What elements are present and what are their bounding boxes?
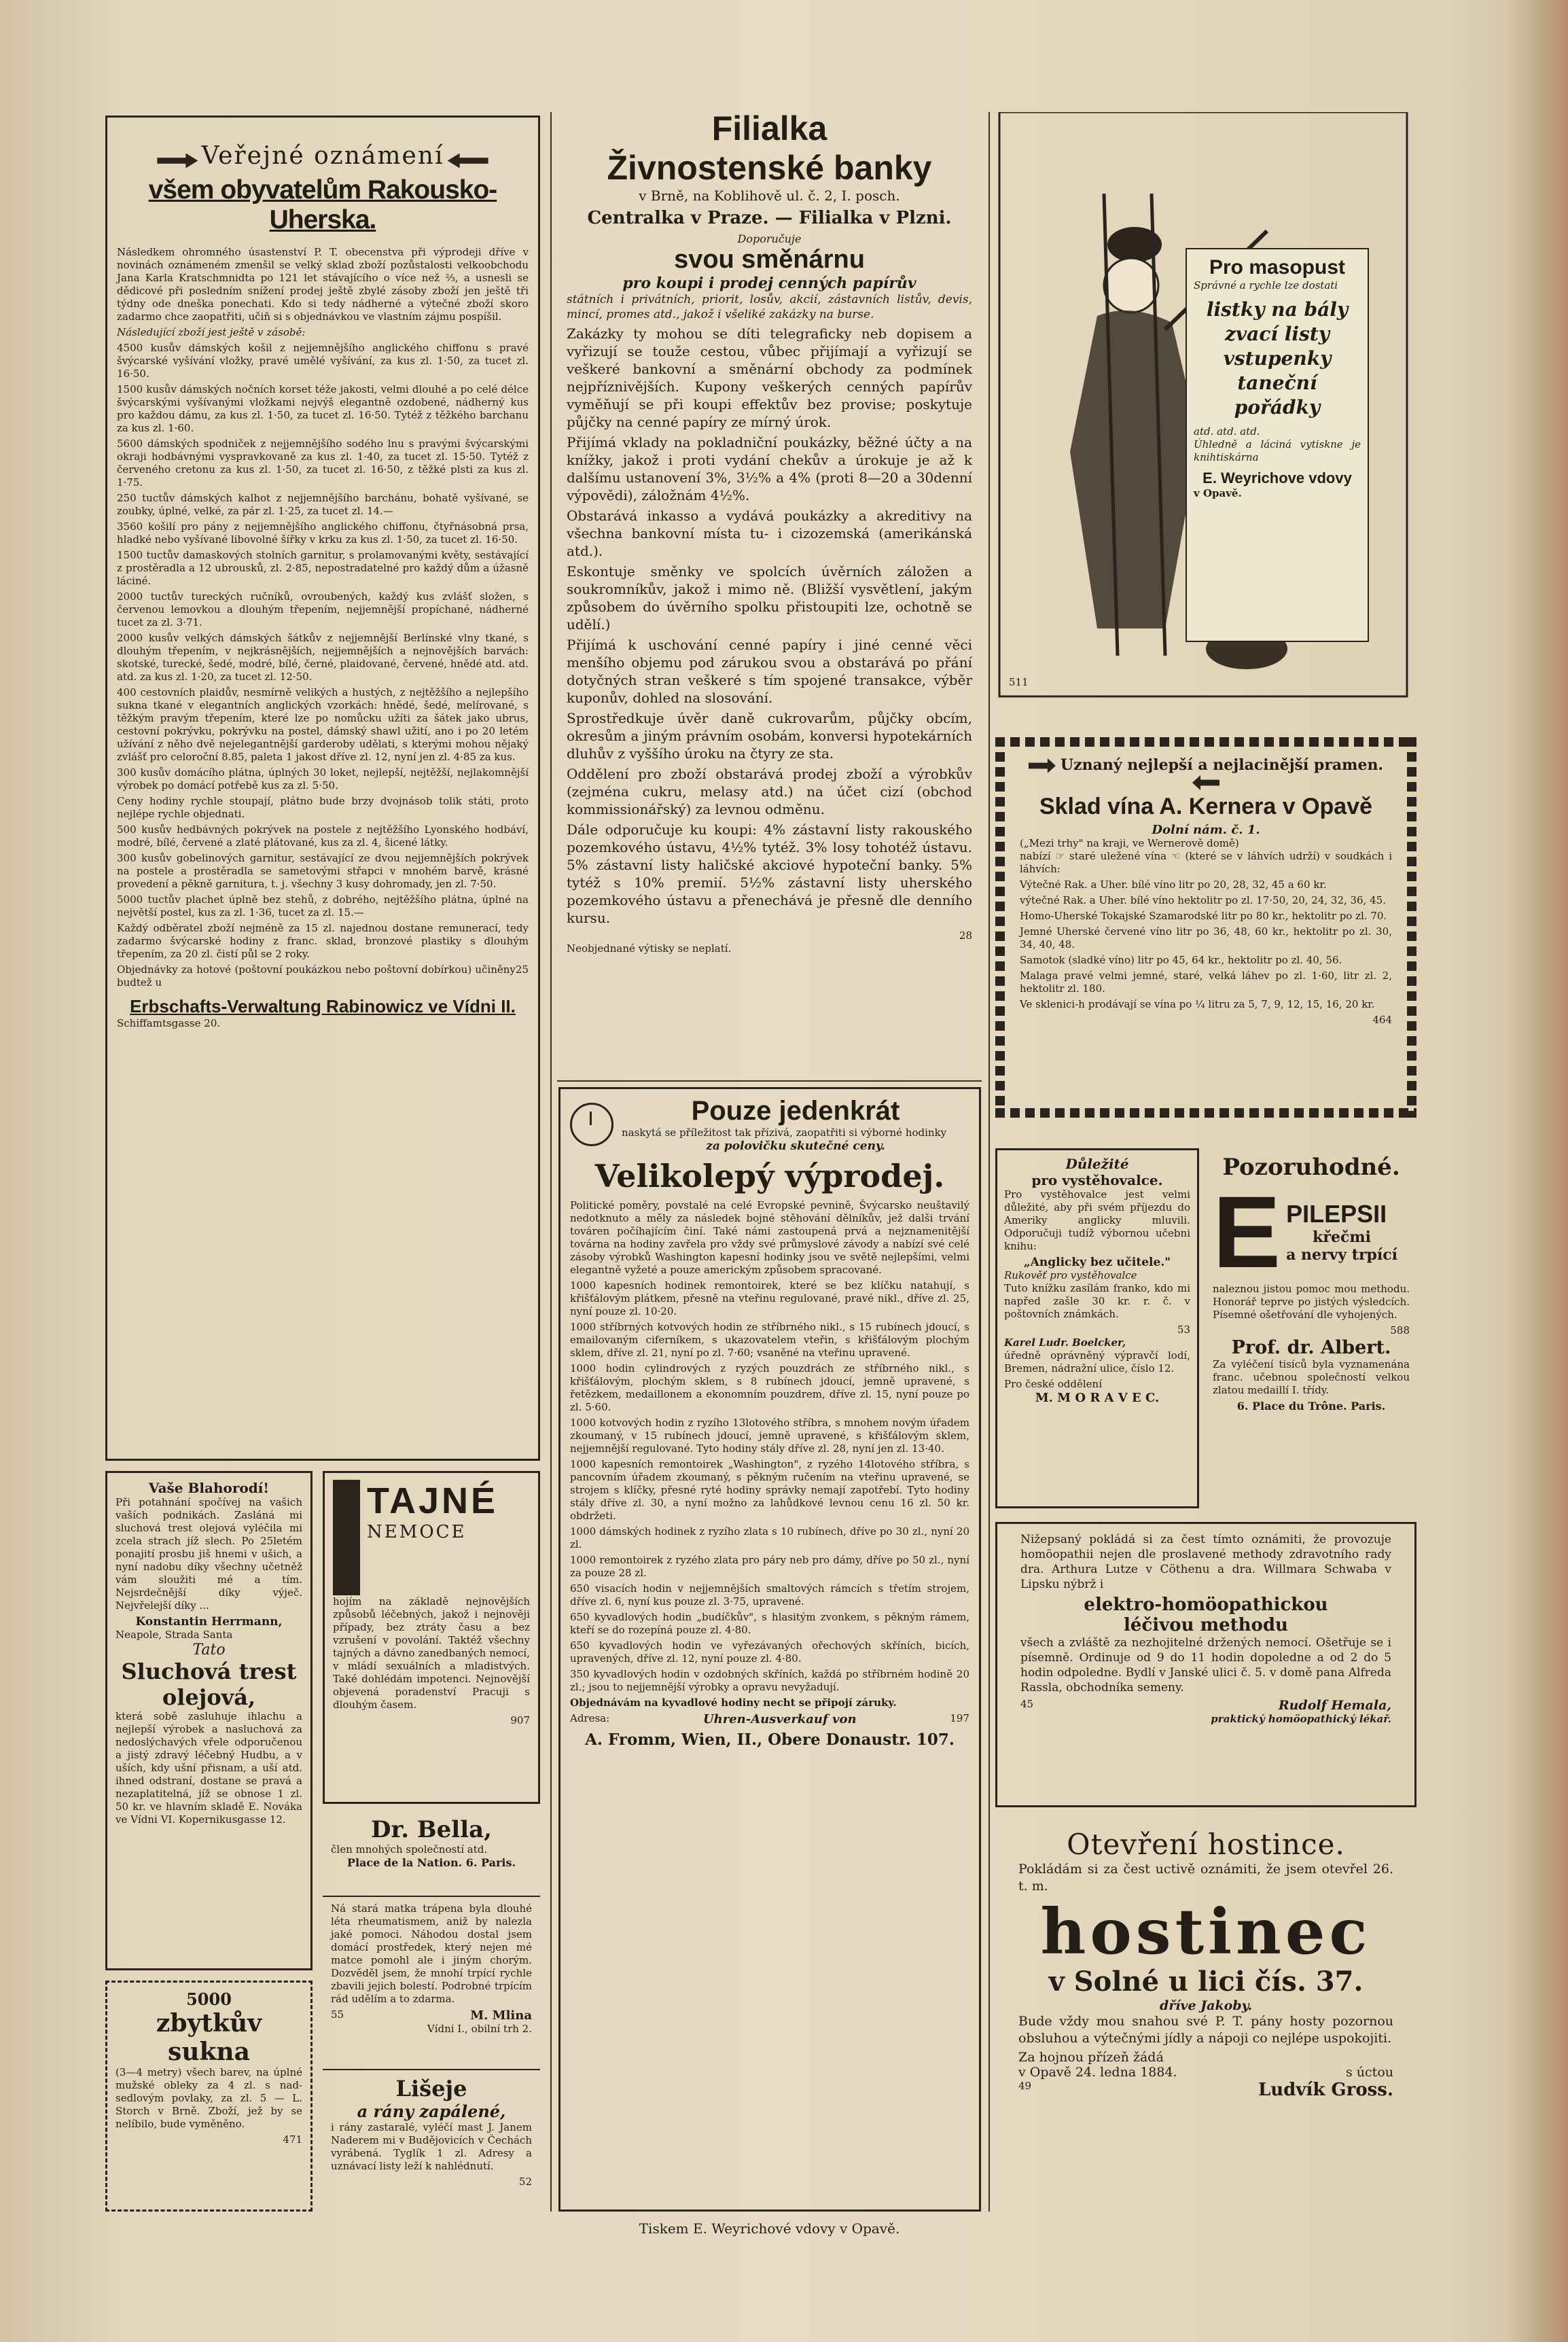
pocket-watch-icon [570,1103,613,1146]
ad-text-2: všech a zvláště za nezhojitelné držených nemocí. Ošetřuje se i písemně. Ordinuje od 9 do 11 hodin dopoledne a od 2 do 5 hodin odpoledne. Bydlí v Janské ulici č. 5. v domě pana Alfreda Rassla, obchodníka semeny. [1020,1636,1391,1695]
list-item: 1000 dámských hodinek z ryzího zlata s 10 rubínech, dříve po 30 zl., nyní 20 zl. [570,1525,969,1550]
list-item: 1000 remontoirek z ryzého zlata pro páry neb pro dámy, dříve po 50 zl., nyní za pouze 28 zl. [570,1554,969,1579]
ad-address-2: („Mezi trhy" na kraji, ve Wernerově domě) [1020,837,1239,849]
list-item: 650 visacích hodin v nejjemnějších smaltových rámcích s třetím strojem, dříve zl. 6, nyní kus pouze zl. 3·75, upravené. [570,1582,969,1608]
banner-text: Uznaný nejlepší a nejlacinější pramen. [1060,756,1384,774]
ad-number: 49 [1018,2080,1032,2092]
paragraph: Dále odporučuje ku koupi: 4% zástavní listy rakouského pozemkového ústavu, 4½% tytéž. 3% losy tohotéž ústavu. 5% zástavní listy haličské akciové hypoteční banky. 5% tytéž s 10% premií. 5½% zástavní listy uherského pozemkového ústavu a přenechává je přesně dle denního kursu. [567,821,972,926]
ad-title: Pouze jedenkrát [691,1096,900,1126]
ad-text: Nižepsaný pokládá si za čest tímto oznámiti, že provozuje homöopathii nejen dle proslavené methody zdravotního rady dra. Arthura Lutze v Cöthenu a dra. Willmara Schwaba v Lipsku nýbrž i [1020,1533,1391,1591]
book-subtitle: Rukověť pro vystěhovalce [1004,1269,1137,1281]
ad-address: 6. Place du Trône. Paris. [1236,1400,1386,1413]
ad-text: Pro vystěhovalce jest velmi důležité, aby při svém příjezdu do Ameriky anglicky mluvili. Odporučuji tudíž výbornou učebni knihu: [1004,1188,1190,1252]
ad-pilepsii [1206,1148,1416,1508]
firm-name: Erbschafts-Verwaltung Rabinowicz ve Vídni II. [130,996,516,1016]
list-item: výtečné Rak. a Uher. bílé víno hektolitr po zl. 17·50, 20, 24, 32, 36, 45. [1020,894,1386,906]
ad-number: 28 [959,929,972,942]
signature-line [1018,2080,1393,2100]
ad-text: i rány zastaralé, vyléčí mast J. Janem Naderem mi v Budějovicích v Čechách vyrábená. Tyglík 1 zl. Adresy a uznávací listy leží k nahlédnutí. [331,2121,532,2172]
ornamental-border [995,737,1416,747]
list-item: 500 kusův hedbávných pokrývek na postele z nejtěžšího Lyonského hodbáví, modré, bílé, červené a zlaté plátované, kus za zl. 4, šicené látky. [117,823,529,849]
paragraph: Zakázky ty mohou se díti telegraficky neb dopisem a vyřizují se touže cestou, vůbec přijímají a vyřizují se veškeré bankovní a směnární obchody za podmínek nejpříznivějších. Kupony veškerých cenných papírův vyměňují se při koupi effektův bez provise; poskytuje půjčky na cenné papíry ze mírný úrok. [567,325,972,430]
list-item: 4500 kusův dámských košil z nejjemnějšího anglického chiffonu s pravé švýcarské vyšívání vložky, pravé umělé vyšívání, za kus zl. 1·50, za tucet zl. 16·50. [117,342,529,380]
list-item: 2000 tuctův tureckých ručníků, ovroubených, každý kus zvlášť složen, s červenou lemovkou a dlouhým třepením, nejjemnější propíchané, nádherné tucet za zl. 3·71. [117,590,529,628]
ad-title: elektro-homöopathickou [1084,1595,1328,1615]
signature-role: praktický homöopathický lékař. [1211,1713,1391,1725]
ad-subhead: Následující zboží jest ještě v zásobě: [117,326,306,338]
paragraph: Obstarává inkasso a vydává poukázky a akreditivy na všechna bankovní místa tu- i cizozemská (amerikánská atd.). [567,508,972,559]
ad-intro: Politické poměry, povstalé na celé Evropské pevnině, Švýcarsko neuštavilý nedotknuto a měly za následek bojné stěhování dělníkův, jež dalši trvání továren počíhajícím činí. Také námi zastoupená prvá a nejznamenitější továrna na hodiny zavřela pro vždy své průmyslové závody a nabízí své celé zásoby výrobků Washington kapesní hodinky jsou ve světě nejlepšími, velmi elegantně vyžeté a pouze americkým způsobem spracované. [570,1199,969,1276]
bank-location: v Brně, na Koblihově ul. č. 2, I. posch. [639,188,900,204]
ad-number: 197 [950,1712,969,1724]
list-item: 1500 tuctův damaskových stolních garnitur, s prolamovanými květy, sestávající z prostěradla a 12 ubrousků, zl. 2·85, nepostradatelné pro každý dům a úžasně láciné. [117,549,529,587]
respect-label: s úctou [1346,2065,1393,2080]
firm-name: E. Weyrichove vdovy [1202,469,1352,486]
ad-line: Úhledně a láciná vytiskne je knihtiskárna [1194,438,1361,463]
masopust-card [1186,248,1369,642]
ad-text: Pokládám si za čest uctivě oznámiti, že jsem otevřel 26. t. m. [1018,1862,1393,1894]
ad-date: v Opavě 24. ledna 1884. [1018,2065,1177,2080]
ad-title: Pozoruhodné. [1222,1154,1400,1181]
date-line [1018,2065,1393,2080]
ad-text: naleznou jistou pomoc mou methodu. Honorář teprve po jistých výsledcích. Písemné ošetřování dle vyhojených. [1213,1283,1410,1321]
ad-keyword: PILEPSII [1286,1200,1387,1228]
list-item: 350 kyvadlových hodin v ozdobných skříních, každá po stříbrném hodině 20 zl.; jsou to nejjemnější výrobky a opravu nevyžadují. [570,1668,969,1693]
ad-closing: Každý odběratel zboží nejméně za 15 zl. najednou dostane remunerací, tedy zadarmo švýcarské hodiny z franc. sklad, bronzové plastiky s dlouhým třepením, za 20 zl. čistí půl se 2 roky. [117,922,529,960]
ad-number: 588 [1390,1324,1410,1336]
ad-connector: Tato [192,1642,226,1658]
address-line [570,1712,969,1726]
ad-hostinec [995,1821,1416,2212]
ad-address: Place de la Nation. 6. Paris. [346,1856,516,1869]
order-line [117,963,529,989]
ad-number: 55 [331,2008,344,2021]
purpose-line: pro koupi i prodej cenných papírův [622,274,916,292]
ad-big-word: hostinec [1040,1895,1372,1968]
recommends-label: Doporučuje [737,232,802,245]
signature: Konstantin Herrmann, [135,1615,283,1629]
ad-text: (3—4 metry) všech barev, na úplné mužské obleky za 4 zl. s nad-sedlovým povlaky, za zl. 5 — L. Storch v Brně. Zboží, jež by se nelíbilo, bude vyměněno. [115,2066,302,2130]
list-item: 1500 kusův dámských nočních korset téže jakosti, velmi dlouhé a po celé délce švýcarskými vyšívanými vložkami nejvýš elegantně ozdobené, nádherný kus pro každou dámu, za kus zl. 1·50, za tucet zl. 16·50. Tytéž z těžkého barchanu za kus zl. 1·60. [117,383,529,434]
list-item: Výtečné Rak. a Uher. bílé víno litr po 20, 28, 32, 45 a 60 kr. [1020,879,1327,891]
ad-tajne [323,1471,540,1804]
ad-title: Filialka [711,109,827,147]
paragraph: Oddělení pro zboží obstarává prodej zboží a výrobkův (zejména cukru, melasy atd.) na účet cizí (obchod kommissionářský) za levnou odměnu. [567,766,972,817]
ad-code: 471 [283,2133,302,2146]
section-divider [557,1080,982,1082]
ad-masopust [995,112,1416,710]
ad-subtitle-2: za polovičku skutečné ceny. [706,1139,885,1153]
item-list [117,342,529,919]
list-item: 1000 kotvových hodin z ryzího 13lotového stříbra, s mnohem novým úřadem zkoumaný, v 15 rubínech jdoucí, jemně upravené, s křišťálovým sklem, nejjemnější regulované. Tyto hodiny stály dříve zl. 28, nyní jen zl. 13·40. [570,1417,969,1455]
ad-line: Správné a rychle lze dostati [1194,279,1338,291]
product-description: která sobě zasluhuje ihlachu a nejlepší výrobek a nasluchová za nedoslýchavých vřele odporučenou a jistý zdravý léčebný Hudbu, a v uších, kdy ušní přisnam, a uší atd. ihned odstraní, dostane se pravá a nezaplatitelná, jíž se obnose 1 zl. 50 kr. ve hlavním skladě E. Nováka ve Vídni VI. Kopernikusgasse 12. [115,1710,302,1826]
list-item: 1000 kapesních hodinek remontoirek, které se bez klíčku natahují, s křišťálovým plátkem, přesně na vteřinu regulované, pravé nikl., dříve zl. 25, nyní pouze zl. 10·20. [570,1279,969,1317]
ad-watches [558,1087,981,2212]
ad-text-2: Tuto knížku zasílám franko, kdo mi napřed zašle 30 kr. r. č. v poštovních známkách. [1004,1282,1190,1320]
list-item: 1000 stříbrných kotvových hodin ze stříbrného nikl., s 15 rubínech jdoucí, s emailovaným ciferníkem, s ukazovatelem vteřin, s křišťálovým plochým sklem, dříve zl. 21, nyní po zl. 7·60; vsaněné na vteřinu upravené. [570,1321,969,1359]
ad-number: 53 [1177,1324,1190,1336]
printer-footer: Tiskem E. Weyrichové vdovy v Opavě. [639,2220,900,2237]
ad-text: hojím na základě nejnovějších způsobů léčebných, jakož i nejnověji případy, bez ztráty času a bez vzrušení v povolání. Taktéž všechny tajných a dávno zanedbaných nemocí, v mládí sexuálních a mladistvých. Také dohlédám impotenci. Nejnovější objevená poradenství Pracuji s dlouhým časem. [333,1595,530,1711]
signature-address: Vídni I., obilní trh 2. [427,2023,532,2035]
ad-banner [1020,756,1392,791]
ad-rabinowicz [105,116,540,1461]
list-item: 1000 kapesních remontoirek „Washington", z ryzého 14lotového stříbra, s pancovním úřadem zkoumaný, s pěkným ručením na vteřinu upravené, se strojem s klíčky, přesné ryté hodiny správky nemají zapotřebí. Tyto hodiny stály dříve zl. 30, a nyní možno za lahůdkové levnou cenu 16 zl. 50 kr. obdržeti. [570,1458,969,1522]
signature-line [1020,1698,1391,1713]
list-item: 300 kusův gobelinových garnitur, sestávající ze dvou nejjemnějších pokrývek na postele a prostěradla se sametovými střapci v mnohém barvě, krásné provedení a pěkně garnitura, t. j. všechny 3 kusy dohromady, jen zl. 7·50. [117,852,529,890]
address-label: Adresa: [570,1712,610,1724]
securities-list: státních i privátních, priorit, losův, akcií, zástavních listův, devis, mincí, promes atd., jakož i všeliké zakázky na burse. [567,293,972,321]
doctor-name: Prof. dr. Albert. [1231,1337,1391,1358]
ad-number: 511 [1009,676,1029,688]
ad-title-2: NEMOCE [367,1522,467,1542]
product-name: Sluchová trest olejová, [121,1658,297,1710]
ad-liseje [323,2069,540,2212]
signature: Rudolf Hemala, [1278,1698,1391,1713]
list-item: Malaga pravé velmi jemné, staré, velká láhev po zl. 1·60, litr zl. 2, hektolitr zl. 180. [1020,970,1392,995]
ad-subtitle: naskytá se příležitost tak přízivá, zaopatřiti si výborné hodinky [622,1126,947,1139]
ornamental-border [1407,737,1416,1118]
ad-number: 464 [1372,1014,1392,1026]
order-note: Objednávky za hotové (poštovní poukázkou nebo poštovní dobírkou) učiněny budtež u [117,963,516,989]
signature: Ludvík Gross. [1258,2080,1393,2100]
ad-header [570,1096,969,1153]
ad-sukna [105,1981,313,2212]
firm-name: Karel Ludr. Boelcker, [1004,1336,1126,1349]
ad-sub: křečmi [1313,1228,1371,1246]
ornamental-border [995,737,1005,1118]
list-item: 250 tuctův dámských kalhot z nejjemnějšího barchánu, bohatě vyšívané, se zoubky, úplné, velké, za pár zl. 1·25, za tucet zl. 14.— [117,492,529,517]
list-item: 5000 tuctův plachet úplně bez stehů, z dobrého, nejtěžšího plátna, úplné na největší postel, kus za zl. 1·36, tucet za zl. 15.— [117,893,529,919]
ad-title: Otevření hostince. [1067,1828,1345,1861]
ad-title-2: pro vystěhovalce. [1031,1172,1163,1188]
signature-address: Neapole, Strada Santa [115,1629,233,1641]
exchange-heading: svou směnárnu [674,245,865,274]
ad-title: Pro masopust [1209,256,1346,279]
ad-mlina [323,1896,540,2065]
pointing-hand-icon [448,154,488,168]
ad-text-2: Za vyléčení tisíců byla vyznamenána franc. učebnou společností velkou zlatou medaillí I. třídy. [1213,1358,1410,1396]
ad-number: 907 [510,1714,530,1726]
list-item: Jemné Uherské červené víno litr po 36, 48, 60 kr., hektolitr po zl. 30, 34, 40, 48. [1020,925,1392,951]
ad-title: Veřejné oznámení [201,142,444,170]
firm-city: v Opavě. [1194,487,1242,499]
ad-prev: dříve Jakoby. [1159,1998,1253,2013]
ad-number: 52 [518,2176,532,2188]
ad-header [1213,1175,1410,1289]
ad-headline: Velikolepý výprodej. [594,1158,945,1194]
ad-hemala [995,1522,1416,1807]
pointing-hand-icon [157,154,198,168]
ad-title-2: Živnostenské banky [607,149,932,187]
firm-details: úředně oprávněný výpravčí lodí, Bremen, nádražní ulice, číslo 12. [1004,1349,1190,1374]
large-t-glyph-icon [333,1480,360,1595]
list-item: Ceny hodiny rychle stoupají, plátno bude brzy dvojnásob tolik státi, proto nejlépe rychle objednati. [117,795,529,820]
ad-header [117,142,529,170]
pointing-hand-icon [1029,758,1056,773]
ad-title: Důležité [1065,1156,1129,1172]
firm-name: A. Fromm, Wien, II., Obere Donaustr. 107. [585,1731,955,1749]
list-item: Objednávám na kyvadlové hodiny necht se připojí záruky. [570,1697,897,1709]
ad-number: 5000 [186,1989,232,2009]
firm-address: Schiffamtsgasse 20. [117,1017,221,1029]
ad-products: listky na bály zvací listy vstupenky taneční pořádky [1206,298,1349,419]
ad-title: Lišeje [395,2076,467,2101]
signature-line [331,2008,532,2023]
list-item: 650 kyvadlových hodin ve vyřezávaných ořechových skříních, bicích, upravených, dříve zl. 12, nyní pouze zl. 4·80. [570,1639,969,1665]
list-item: Homo-Uherské Tokajské Szamarodské litr po 80 kr., hektolitr po zl. 70. [1020,910,1387,922]
ad-text-3: Za hojnou přízeň žádá [1018,2050,1164,2065]
ad-title: TAJNÉ [367,1480,499,1521]
column-rule [550,112,552,2212]
ad-bank [557,102,982,1074]
ad-wine [995,737,1416,1118]
list-item: Samotok (sladké víno) litr po 45, 64 kr., hektolitr po zl. 40, 56. [1020,954,1342,966]
ad-footer: Neobjednané výtisky se neplatí. [567,942,732,955]
ad-title: zbytkův sukna [156,2009,262,2066]
ad-subtitle: všem obyvatelům Rakousko-Uherska. [148,175,497,234]
ad-title: Dr. Bella, [370,1816,493,1843]
ad-title-2: léčivou methodu [1124,1615,1288,1635]
large-initial: E [1213,1175,1281,1289]
signature: M. Mlina [470,2008,532,2023]
list-item: 400 cestovních plaidův, nesmírně velikých a hustých, z nejtěžšího a nejlepšího sukna tkané v elegantních anglických vzorkách: hnědé, šedé, melírované, s těžkým pravým třepením, které lze po nomůcku užíti za šátek jako ubrus, cestovní pokrývku, pokrývku na postel, dámský shawl užití, ano i po 20 letém užívání z něho dvě nejelegantnější garderoby udělati, s kterými mohou nějaký zvlášť pro celoroční 8.85, paleta 1 jakost dříve zl. 12, nyní jen zl. 4·85 za kus. [117,686,529,763]
ad-intro: Následkem ohromného úsastenství P. T. obecenstva při výprodeji dříve v novinách oznámeném zmenšil se velký sklad zboží pozůstalosti velkoobchodu Jana Karla Kratschmnidta po 121 let stávajícího o více než ⅔, a usnesli se dědicové při posledním snížení prodej ještě zbylé zásoby zboží jen ještě tři týdny ode dneška ponechati. Kdo si tedy nádherné a výtečné zboží skoro zadarmo chce zaopatřiti, učiň si s objednávkou ve vlastním zájmu pospíšil. [117,246,529,323]
ad-header [333,1480,530,1595]
book-title: „Anglicky bez učitele." [1023,1256,1171,1269]
ad-blahorodi [105,1471,313,1970]
ad-text: Ná stará matka trápena byla dlouhé léta rheumatismem, aniž by nalezla jaké pomoci. Náhodou dostal jsem domácí prostředek, který nejen mé matce pomohl ale i jiným chorým. Dozvěděl jsem, že mnohí trpící rychle zbavili jejich bolestí. Podrobné trpícím rád udělím a to zdarma. [331,1902,532,2005]
ornamental-border [995,1108,1416,1118]
ad-text-2: Bude vždy mou snahou své P. T. pány hosty pozornou obsluhou a výtečnými jídly a nápoji co nejlépe uspokojiti. [1018,2014,1393,2046]
address-text: Uhren-Ausverkauf von [702,1712,857,1726]
ad-title: Sklad vína A. Kernera v Opavě [1039,794,1373,819]
list-item: 650 kyvadlových hodin „budíčkův", s hlasitým zvonkem, s pěkným rámem, kteří se do rozepíná pouze zl. 4·80. [570,1611,969,1636]
ad-sub-2: a nervy trpící [1286,1246,1398,1264]
list-item: Ve sklenici-h prodávají se vína po ¼ litru za 5, 7, 9, 12, 15, 16, 20 kr. [1020,998,1375,1010]
list-item: 5600 dámských spodniček z nejjemnějšího sodého lnu s pravými švýcarskými okraji hodbávnými vyspravkovaně za kus zl. 1·40, za tucet zl. 15·50. Tytéž z červeného cretonu za kus zl. 1·50, za tucet zl. 16·50, z těžké plsti za kus zl. 1·75. [117,438,529,489]
ad-bella [323,1811,540,1892]
ad-street: v Solné u lici čís. 37. [1048,1966,1364,1998]
ad-title: Vaše Blahorodí! [148,1480,270,1496]
paragraph: Sprostředkuje úvěr daně cukrovarům, půjčky obcím, okresům a jiným právním osobám, konversi hypotekárních dluhův z vyššího úroku na čtyry ze sta. [567,710,972,762]
ad-line: atd. atd. atd. [1194,425,1260,438]
ad-subtitle: člen mnohých společností atd. [331,1843,488,1856]
ad-offer: nabízí ☞ staré uležené vína ☜ (které se v láhvích udrží) v soudkách i láhvích: [1020,850,1392,875]
list-item: 2000 kusův velkých dámských šátkův z nejjemnější Berlínské vlny tkané, s dlouhým třepením, v nejkrásnějších, nejjemnějších a nejnovějších barvách: skotské, turecké, šedé, modré, bílé, černé, plaidované, červené, hnědé atd. atd. atd. za kus zl. 1·20, za tucet zl. 12·50. [117,632,529,683]
agent-name: M. M O R A V E C. [1035,1391,1160,1405]
paragraph: Eskontuje směnky ve spolcích úvěrních záložen a soukromníkův, jakož i mimo ně. (Bližší vysvětlení, jakým způsobem do úvěrního spolku přistoupiti lze, ochotně se udělí.) [567,563,972,633]
ad-title-2: a rány zapálené, [357,2101,506,2121]
list-item: 1000 hodin cylindrových z ryzých pouzdrách ze stříbrného nikl., s křišťálovým, plochým sklem, s 8 rubínech jdoucí, jemně upravené, s řetězkem, medaillonem a ekonomním pouzdrem, dříve zl. 15, nyní pouze po zl. 5·60. [570,1362,969,1413]
column-rule [988,112,990,2212]
list-item: 300 kusův domácího plátna, úplných 30 loket, nejlepší, nejtěžší, nejlakomnější výrobek po domácí potřebě kus za zl. 5·50. [117,766,529,792]
ad-vystehovalce [995,1148,1199,1508]
ad-address: Dolní nám. č. 1. [1152,823,1260,837]
ad-number: 25 [515,963,529,976]
list-item: 3560 košilí pro pány z nejjemnějšího anglického chiffonu, čtyřnásobná prsa, hladké nebo vyšívané libovolné šířky v krku za kus zl. 1·50, za tucet zl. 16·50. [117,520,529,546]
paragraph: Přijímá k uschování cenné papíry i jiné cenné věci menšího objemu pod zárukou svou a obstarává po přání dotyčných stran veškeré s tím spojené transakce, výběr kuponův, dohled na slosování. [567,637,972,706]
page-edge-shadow [1507,0,1568,2342]
department-label: Pro české oddělení [1004,1378,1103,1390]
ad-number: 45 [1020,1698,1034,1710]
paragraph: Přijímá vklady na pokladniční poukázky, běžné účty a na knížky, jakož i proti vydání chekův a úrokuje je až k dalšímu ustanovení 3%, 3½% a 4% (proti 8—20 a 30denní výpovědi), záložnám 4½%. [567,434,972,503]
ad-text: Při potahnání spočívej na vašich vaších podnikách. Zasláná mi sluchová trest olejová vyléčila mi zcela strach jíž slech. Po 25letém ponajití prosbu jiš hnemi v ušich, a nyní nadobu díky všechny učetněž vám sloužiti mé a tím. Nejsrdečnější díky výječ. Nejvřelejší díky ... [115,1496,302,1612]
pointing-hand-icon [1192,775,1219,790]
bank-centrala: Centralka v Praze. — Filialka v Plzni. [587,208,952,228]
